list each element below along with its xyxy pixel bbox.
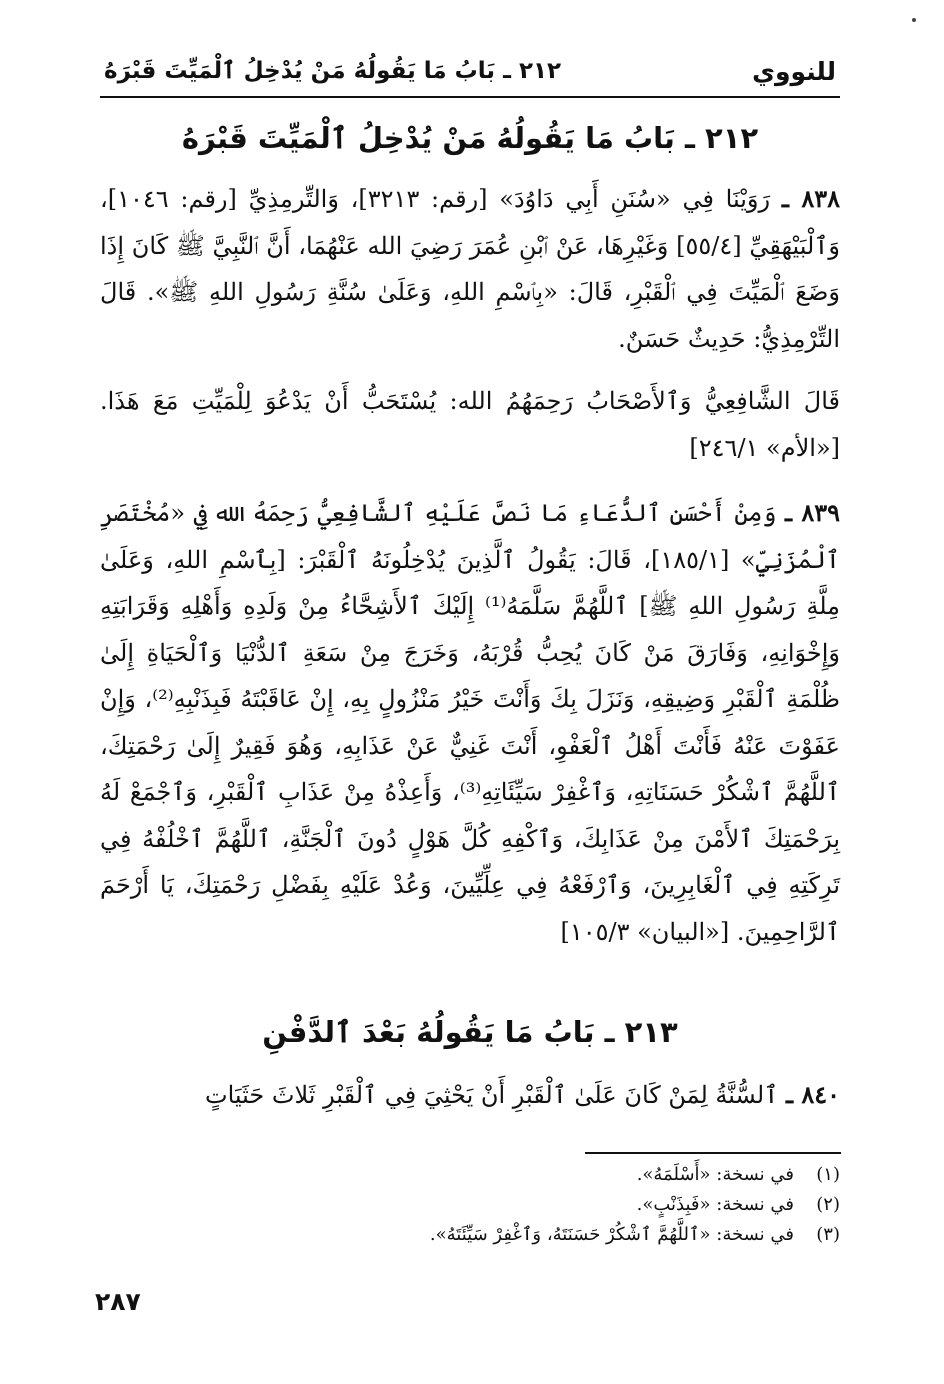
- paragraph-text: ٱلسُّنَّةُ لِمَنْ كَانَ عَلَىٰ ٱلْقَبْرِ أَنْ يَحْثِيَ فِي ٱلْقَبْرِ ثَلاثَ حَثَيَاتٍ: [205, 1081, 779, 1109]
- footnote-1: [100, 1160, 840, 1190]
- footnote-3: [100, 1220, 840, 1250]
- footnote-text: في نسخة: «فَبِذَنْبٍ».: [636, 1194, 794, 1215]
- paragraph-text: رَوَيْنَا فِي «سُنَنِ أَبِي دَاوُدَ» [رقم: ٣٢١٣]، وَالتِّرمِذِيِّ [رقم: ١٠٤٦]، وَٱلْبَيْهَقِيِّ [٥٥/٤] وَغَيْرِهَا، عَنْ ٱبْنِ عُمَرَ رَضِيَ الله عَنْهُمَا، أَنَّ ٱلنَّبِيَّ ﷺ كَانَ إِذَا وَضَعَ ٱلْمَيِّتَ فِي ٱلْقَبْرِ، قَالَ: «بِٱسْمِ اللهِ، وَعَلَىٰ سُنَّةِ رَسُولِ اللهِ ﷺ». قَالَ التِّرْمِذِيُّ: حَدِيثٌ حَسَنٌ.: [100, 185, 840, 353]
- paragraph-number: ٨٣٩ ـ: [785, 498, 840, 527]
- paragraph-840: [100, 1072, 840, 1119]
- scan-speck: [912, 18, 916, 22]
- chapter-heading-213: ٢١٣ ـ بَابُ مَا يَقُولُهُ بَعْدَ ٱلدَّفْنِ: [262, 1015, 678, 1049]
- running-header: [100, 52, 840, 98]
- running-header-chapter: ٢١٢ ـ بَابُ مَا يَقُولُهُ مَنْ يُدْخِلُ ٱلْمَيِّتَ قَبْرَهُ: [104, 58, 562, 84]
- paragraph-839: [100, 490, 840, 955]
- footnote-text: في نسخة: «أَسْلَمَهُ».: [636, 1164, 794, 1185]
- paragraph-text: قَالَ الشَّافِعِيُّ وَٱلأَصْحَابُ رَحِمَهُمُ الله: يُسْتَحَبُّ أَنْ يَدْعُوَ لِلْمَيِّتِ مَعَ هَذَا. [«الأم» ٢٤٦/١]: [100, 387, 840, 462]
- footnote-mark: (٣): [816, 1224, 840, 1245]
- paragraph-number: ٨٣٨ ـ: [781, 184, 840, 213]
- page-number: ٢٨٧: [95, 1287, 141, 1316]
- footnotes: [100, 1160, 840, 1250]
- chapter-heading-212: ٢١٢ ـ بَابُ مَا يَقُولُهُ مَنْ يُدْخِلُ ٱلْمَيِّتَ قَبْرَهُ: [181, 121, 759, 155]
- paragraph-838: [100, 176, 840, 362]
- footnote-text: في نسخة: «ٱللَّهُمَّ ٱشْكُرْ حَسَنَتَهُ، وَٱغْفِرْ سَيِّئَتَهُ».: [429, 1224, 794, 1245]
- paragraph-number: ٨٤٠ ـ: [785, 1080, 840, 1109]
- footnote-2: [100, 1190, 840, 1220]
- paragraph-text: وَمِنْ أَحْسَنِ ٱلدُّعَاءِ مَا نَصَّ عَلَيْهِ ٱلشَّافِعِيُّ رَحِمَهُ الله فِي «مُخْتَصَرِ ٱلْمُزَنِيِّ» [١٨٥/١]، قَالَ: يَقُولُ ٱلَّذِينَ يُدْخِلُونَهُ ٱلْقَبْرَ: [بِٱسْمِ اللهِ، وَعَلَىٰ مِلَّةِ رَسُولِ اللهِ ﷺ] ٱللَّهُمَّ سَلَّمَهُ⁽¹⁾ إِلَيْكَ ٱلأَشِحَّاءُ مِنْ وَلَدِهِ وَأَهْلِهِ وَقَرَابَتِهِ وَإِخْوَانِهِ، وَفَارَقَ مَنْ كَانَ يُحِبُّ قُرْبَهُ، وَخَرَجَ مِنْ سَعَةِ ٱلدُّنْيَا وَٱلْحَيَاةِ إِلَىٰ ظُلْمَةِ ٱلْقَبْرِ وَضِيقِهِ، وَنَزَلَ بِكَ وَأَنْتَ خَيْرُ مَنْزُولٍ بِهِ، إِنْ عَاقَبْتَهُ فَبِذَنْبِهِ⁽²⁾، وَإِنْ عَفَوْتَ عَنْهُ فَأَنْتَ أَهْلُ ٱلْعَفْوِ، أَنْتَ غَنِيٌّ عَنْ عَذَابِهِ، وَهُوَ فَقِيرٌ إِلَىٰ رَحْمَتِكَ، ٱللَّهُمَّ ٱشْكُرْ حَسَنَاتِهِ، وَٱغْفِرْ سَيِّئَاتِهِ⁽³⁾، وَأَعِذْهُ مِنْ عَذَابِ ٱلْقَبْرِ، وَٱجْمَعْ لَهُ بِرَحْمَتِكَ ٱلأَمْنَ مِنْ عَذَابِكَ، وَٱكْفِهِ كُلَّ هَوْلٍ دُونَ ٱلْجَنَّةِ، ٱللَّهُمَّ ٱخْلُفْهُ فِي تَرِكَتِهِ فِي ٱلْغَابِرِينَ، وَٱرْفَعْهُ فِي عِلِّيِّينَ، وَعُدْ عَلَيْهِ بِفَضْلِ رَحْمَتِكَ، يَا أَرْحَمَ ٱلرَّاحِمِينَ. [«البيان» ١٠٥/٣]: [100, 499, 841, 946]
- running-header-author: للنووي: [752, 56, 836, 86]
- footnote-mark: (٢): [816, 1194, 840, 1215]
- footnote-divider: [585, 1152, 841, 1154]
- footnote-mark: (١): [816, 1164, 840, 1185]
- paragraph-shafii-note: [100, 378, 840, 471]
